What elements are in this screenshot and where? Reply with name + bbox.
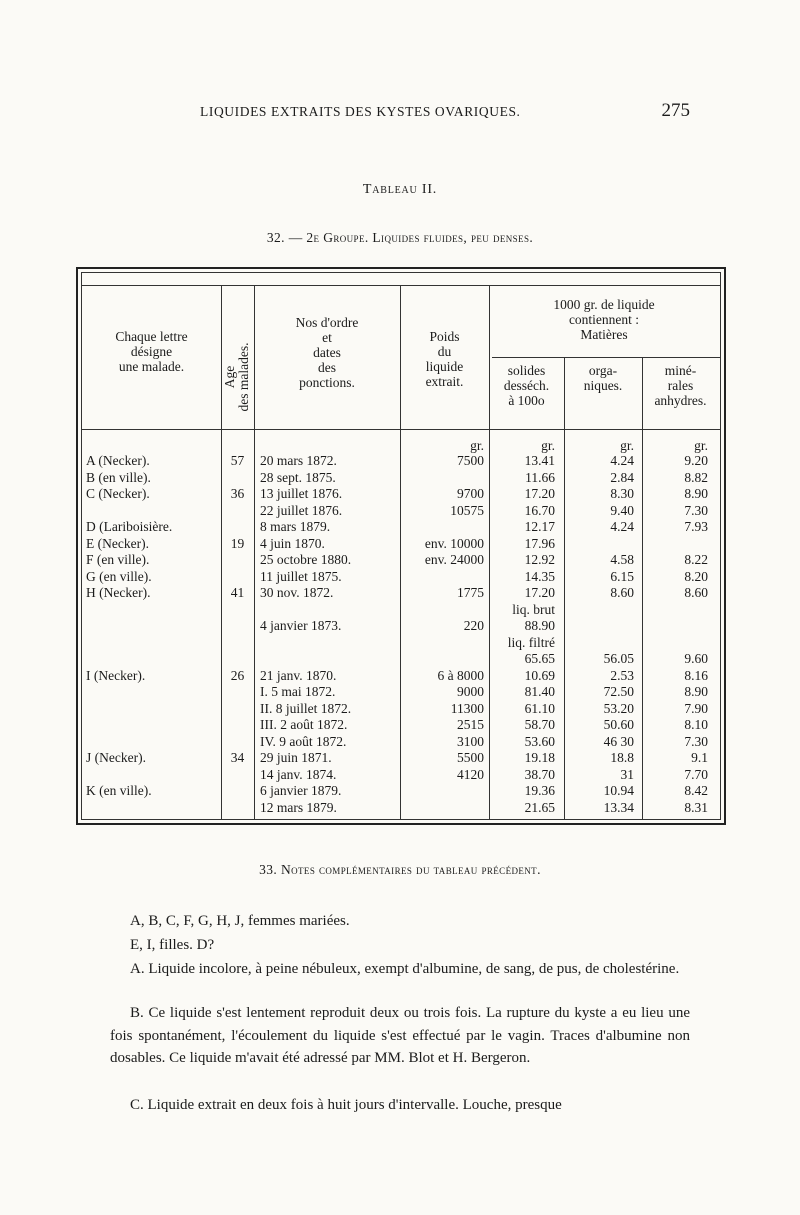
cell-solids: 13.41	[524, 453, 555, 468]
cell-date: 6 janvier 1879.	[260, 783, 342, 798]
cell-patient: D (Lariboisière.	[86, 519, 173, 534]
cell-solids: 10.69	[524, 667, 555, 683]
cell-mineral: 9.60	[684, 651, 708, 666]
cell-date: 29 juin 1871.	[260, 750, 332, 765]
cell-mineral: 8.60	[684, 585, 708, 600]
cell-date: III. 2 août 1872.	[260, 717, 348, 732]
cell-age: 34	[230, 750, 245, 765]
cell-mineral: 7.70	[684, 766, 708, 782]
cell-organic: 46 30	[603, 733, 634, 749]
cell-patient: H (Necker).	[86, 585, 151, 600]
cell-patient: G (en ville).	[86, 568, 152, 584]
cell-solids: 12.17	[524, 519, 555, 534]
cell-organic: 13.34	[603, 799, 634, 815]
cell-organic: 8.60	[610, 585, 634, 600]
cell-solids: liq. filtré	[507, 634, 555, 650]
cell-mineral: 8.31	[684, 799, 708, 815]
note-c-text: C. Liquide extrait en deux fois à huit jours d'intervalle. Louche, presque	[130, 1097, 562, 1113]
cell-solids: 21.65	[524, 799, 555, 815]
cell-date: 14 janv. 1874.	[260, 766, 337, 782]
header-bottom-rule	[82, 429, 720, 430]
cell-mineral: 7.30	[684, 733, 708, 749]
header-organic: orga- niques.	[583, 363, 623, 393]
cell-patient: B (en ville).	[86, 469, 151, 485]
header-order: Nos d'ordre et dates des ponctions.	[295, 315, 359, 390]
cell-patient: F (en ville).	[86, 552, 150, 567]
cell-solids: 16.70	[524, 502, 555, 518]
table-inner-frame	[81, 272, 721, 820]
cell-organic: 18.8	[610, 750, 634, 765]
cell-date: I. 5 mai 1872.	[260, 684, 336, 699]
cell-solids: 17.96	[524, 535, 555, 551]
cell-weight: 6 à 8000	[437, 667, 484, 683]
note-b-text: B. Ce liquide s'est lentement reproduit deux ou trois fois. La rupture du kyste a eu lieu une fois spontanément, l'écoulement du liquide s'est effectué par le vagin. Traces d'albumine non dosables. Ce liquide m'avait été adressé par MM. Blot et H. Bergeron.	[110, 1005, 690, 1066]
cell-mineral: 7.93	[684, 519, 708, 534]
note-girls-text: E, I, filles. D?	[130, 937, 215, 953]
cell-organic: 2.53	[610, 667, 634, 683]
cell-solids: 12.92	[524, 552, 555, 567]
cell-organic: 6.15	[610, 568, 634, 584]
cell-weight: env. 10000	[424, 535, 484, 551]
header-solids: solides desséch. à 100o	[503, 363, 550, 408]
unit-mineral: gr.	[694, 438, 708, 453]
cell-date: 20 mars 1872.	[260, 453, 337, 468]
cell-date: IV. 9 août 1872.	[260, 733, 347, 749]
cell-organic: 72.50	[603, 684, 634, 699]
header-age: Age des malades.	[222, 342, 251, 412]
cell-organic: 56.05	[603, 651, 634, 666]
cell-age: 57	[230, 453, 245, 468]
cell-solids: 61.10	[524, 700, 555, 716]
note-a	[110, 958, 690, 981]
cell-organic: 4.24	[610, 453, 634, 468]
cell-organic: 10.94	[603, 783, 634, 798]
cell-solids: 19.36	[524, 783, 555, 798]
cell-date: 12 mars 1879.	[260, 799, 337, 815]
page-number: 275	[661, 100, 690, 121]
running-title: LIQUIDES EXTRAITS DES KYSTES OVARIQUES.	[200, 104, 521, 119]
cell-weight: 9000	[457, 684, 484, 699]
note-c	[110, 1094, 690, 1117]
cell-solids: 53.60	[524, 733, 555, 749]
unit-organic: gr.	[620, 438, 634, 453]
cell-organic: 31	[620, 766, 634, 782]
cell-mineral: 8.20	[684, 568, 708, 584]
header-weight: Poids du liquide extrait.	[425, 329, 464, 389]
cell-weight: 5500	[457, 750, 484, 765]
unit-weight: gr.	[470, 438, 484, 453]
note-girls	[110, 934, 690, 957]
cell-date: 13 juillet 1876.	[260, 486, 343, 501]
note-married	[110, 910, 690, 933]
running-head	[200, 100, 690, 124]
cell-mineral: 9.1	[691, 750, 708, 765]
cell-weight: 10575	[450, 502, 484, 518]
cell-date: 25 octobre 1880.	[260, 552, 352, 567]
table-top-rule	[82, 285, 720, 286]
cell-mineral: 8.82	[684, 469, 708, 485]
unit-solids: gr.	[541, 438, 555, 453]
cell-age: 26	[230, 667, 245, 683]
cell-mineral: 8.90	[684, 684, 708, 699]
cell-mineral: 7.30	[684, 502, 708, 518]
cell-organic: 50.60	[603, 717, 634, 732]
cell-weight: 2515	[457, 717, 484, 732]
cell-date: 30 nov. 1872.	[260, 585, 334, 600]
cell-weight: 11300	[450, 700, 484, 716]
header-mineral: miné- rales anhydres.	[654, 363, 707, 408]
cell-solids: 88.90	[524, 618, 555, 633]
cell-patient: I (Necker).	[86, 667, 146, 683]
cell-weight: env. 24000	[424, 552, 484, 567]
note-b	[110, 1002, 690, 1070]
cell-patient: J (Necker).	[86, 750, 146, 765]
cell-date: 11 juillet 1875.	[260, 568, 342, 584]
cell-age: 19	[230, 535, 245, 551]
cell-organic: 4.24	[610, 519, 634, 534]
cell-solids: liq. brut	[512, 601, 555, 617]
cell-date: 4 juin 1870.	[260, 535, 325, 551]
cell-date: 28 sept. 1875.	[260, 469, 336, 485]
cell-mineral: 7.90	[684, 700, 708, 716]
cell-weight: 9700	[457, 486, 484, 501]
cell-solids: 14.35	[524, 568, 555, 584]
cell-mineral: 9.20	[684, 453, 708, 468]
cell-patient: E (Necker).	[86, 535, 149, 551]
cell-date: 22 juillet 1876.	[260, 502, 343, 518]
group-title: 32. — 2e Groupe. Liquides fluides, peu denses.	[266, 230, 534, 245]
cell-organic: 4.58	[610, 552, 634, 567]
note-married-text: A, B, C, F, G, H, J, femmes mariées.	[130, 913, 350, 929]
cell-solids: 17.20	[524, 486, 555, 501]
subheader-rule	[492, 357, 720, 358]
cell-patient: K (en ville).	[86, 783, 152, 798]
cell-solids: 17.20	[524, 585, 555, 600]
cell-weight: 1775	[457, 585, 484, 600]
cell-mineral: 8.90	[684, 486, 708, 501]
cell-age: 36	[230, 486, 245, 501]
header-group: 1000 gr. de liquide contiennent : Matières	[553, 297, 655, 342]
cell-mineral: 8.22	[684, 552, 708, 567]
cell-organic: 2.84	[610, 469, 634, 485]
cell-organic: 9.40	[610, 502, 634, 518]
data-table	[76, 267, 726, 825]
note-a-text: A. Liquide incolore, à peine nébuleux, exempt d'albumine, de sang, de pus, de cholestérine.	[130, 961, 680, 977]
cell-date: II. 8 juillet 1872.	[260, 700, 352, 716]
table-title: Tableau II.	[362, 182, 438, 197]
cell-patient: A (Necker).	[86, 453, 150, 468]
cell-mineral: 8.16	[684, 667, 708, 683]
cell-solids: 81.40	[524, 684, 555, 699]
cell-date: 8 mars 1879.	[260, 519, 331, 534]
cell-patient: C (Necker).	[86, 486, 150, 501]
cell-organic: 53.20	[603, 700, 634, 716]
cell-age: 41	[230, 585, 245, 600]
cell-mineral: 8.42	[684, 783, 708, 798]
notes-title: 33. Notes complémentaires du tableau précédent.	[259, 862, 541, 877]
cell-date: 21 janv. 1870.	[260, 667, 337, 683]
cell-mineral: 8.10	[684, 717, 708, 732]
cell-solids: 58.70	[524, 717, 555, 732]
cell-solids: 38.70	[524, 766, 555, 782]
cell-date: 4 janvier 1873.	[260, 618, 342, 633]
cell-weight: 7500	[457, 453, 484, 468]
cell-solids: 19.18	[524, 750, 555, 765]
cell-weight: 3100	[457, 733, 484, 749]
cell-weight: 220	[463, 618, 484, 633]
cell-solids: 11.66	[525, 469, 555, 485]
cell-organic: 8.30	[610, 486, 634, 501]
header-patient: Chaque lettre désigne une malade.	[115, 329, 188, 374]
cell-weight: 4120	[457, 766, 484, 782]
cell-solids: 65.65	[524, 651, 555, 666]
